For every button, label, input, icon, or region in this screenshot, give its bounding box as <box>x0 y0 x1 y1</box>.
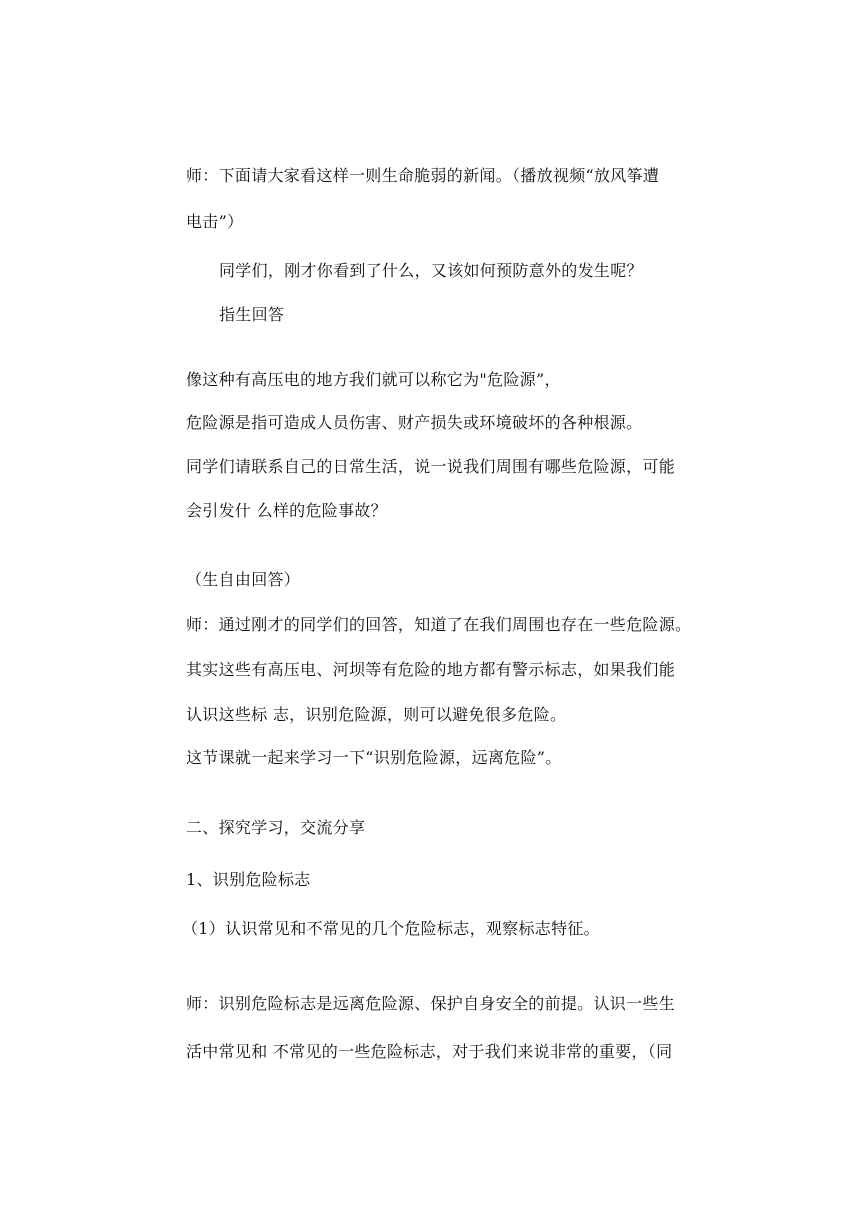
paragraph-line: 指生回答 <box>219 305 285 324</box>
paragraph-line: 活中常见和 不常见的一些危险标志，对于我们来说非常的重要，（同 <box>186 1042 673 1061</box>
paragraph-line: 这节课就一起来学习一下“识别危险源，远离危险”。 <box>186 748 562 767</box>
paragraph-line: 同学们请联系自己的日常生活，说一说我们周围有哪些危险源，可能 <box>186 457 676 476</box>
paragraph-line: 认识这些标 志，识别危险源，则可以避免很多危险。 <box>186 705 567 724</box>
paragraph-line: 像这种有高压电的地方我们就可以称它为"危险源”， <box>186 370 561 389</box>
paragraph-line: 师：识别危险标志是远离危险源、保护自身安全的前提。认识一些生 <box>186 994 676 1013</box>
section-heading: 二、探究学习，交流分享 <box>186 818 366 837</box>
paragraph-line: 危险源是指可造成人员伤害、财产损失或环境破坏的各种根源。 <box>186 413 643 432</box>
paragraph-line: 师：通过刚才的同学们的回答，知道了在我们周围也存在一些危险源。 <box>186 615 692 634</box>
paragraph-line: 会引发什 么样的危险事故？ <box>186 501 387 520</box>
subsection-heading: 1、识别危险标志 <box>186 870 311 889</box>
paragraph-line: （生自由回答） <box>186 570 301 589</box>
paragraph-line: （1）认识常见和不常见的几个危险标志，观察标志特征。 <box>182 919 600 938</box>
paragraph-line: 电击”） <box>186 212 244 231</box>
paragraph-line: 师：下面请大家看这样一则生命脆弱的新闻。（播放视频“放风筝遭 <box>186 166 660 185</box>
paragraph-line: 其实这些有高压电、河坝等有危险的地方都有警示标志，如果我们能 <box>186 660 676 679</box>
paragraph-line: 同学们，刚才你看到了什么，又该如何预防意外的发生呢？ <box>219 261 643 280</box>
